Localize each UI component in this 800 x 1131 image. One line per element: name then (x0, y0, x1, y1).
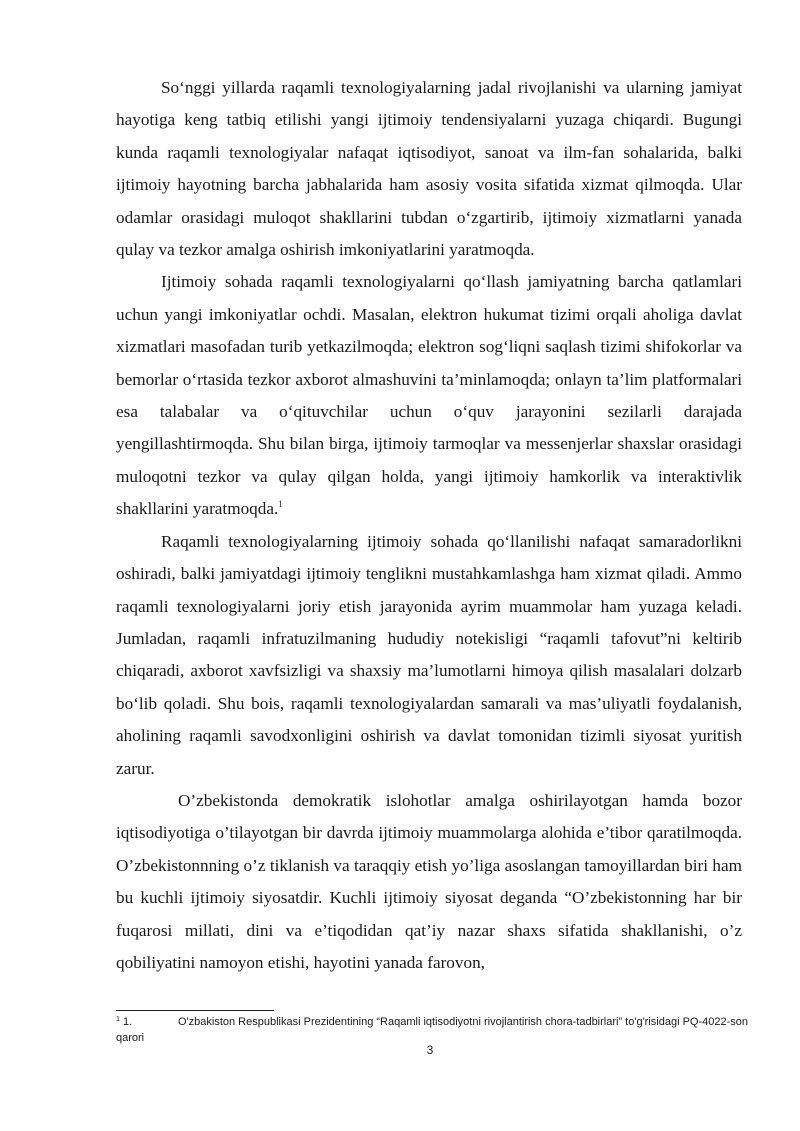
footnote-index: 1. (122, 1016, 133, 1028)
paragraph-1: So‘nggi yillarda raqamli texnologiyalarning jadal rivojlanishi va ularning jamiyat hayotiga keng tatbiq etilishi yangi ijtimoiy tendensiyalarni yuzaga chiqardi. Bugungi kunda raqamli texnologiyalar nafaqat iqtisodiyot, sanoat va ilm-fan sohalarida, balki ijtimoiy hayotning barcha jabhalarida ham asosiy vosita sifatida xizmat qilmoqda. Ular odamlar orasidagi muloqot shakllarini tubdan o‘zgartirib, ijtimoiy xizmatlarni yanada qulay va tezkor amalga oshirish imkoniyatlarini yaratmoqda. (116, 78, 742, 260)
footnote-number (116, 1014, 178, 1030)
footnote-text: O'zbakiston Respublikasi Prezidentining “Raqamli iqtisodiyotni rivojlantirish chora-tadbirlari” to'g'risidagi PQ-4022-son qarori (116, 1016, 749, 1044)
paragraph-3: Raqamli texnologiyalarning ijtimoiy sohada qo‘llanilishi nafaqat samaradorlikni oshiradi, balki jamiyatdagi ijtimoiy tenglikni mustahkamlashga ham xizmat qiladi. Ammo raqamli texnologiyalarni joriy etish jarayonida ayrim muammolar ham yuzaga keladi. Jumladan, raqamli infratuzilmaning hududiy notekisligi “raqamli tafovut”ni keltirib chiqaradi, axborot xavfsizligi va shaxsiy ma’lumotlarni himoya qilish masalalari dolzarb bo‘lib qoladi. Shu bois, raqamli texnologiyalardan samarali va mas’uliyatli foydalanish, aholining raqamli savodxonligini oshirish va davlat tomonidan tizimli siyosat yuritish zarur. (116, 531, 742, 778)
paragraph-4: O’zbekistonda demokratik islohotlar amalga oshirilayotgan hamda bozor iqtisodiyotiga o’tilayotgan bir davrda ijtimoiy muammolarga alohida e’tibor qaratilmoqda. O’zbekistonnning o’z tiklanish va taraqqiy etish yo’liga asoslangan tamoyillardan biri ham bu kuchli ijtimoiy siyosatdir. Kuchli ijtimoiy siyosat deganda “O’zbekistonning har bir fuqarosi millati, dini va e’tiqodidan qat’iy nazar shaxs sifatida shakllanishi, o’z qobiliyatini namoyon etishi, hayotini yanada farovon, (116, 790, 742, 972)
body-text (116, 72, 742, 979)
paragraph-2 (116, 266, 742, 525)
page-number: 3 (426, 1043, 434, 1057)
footnote-separator (116, 1010, 274, 1011)
paragraph-2-text: Ijtimoiy sohada raqamli texnologiyalarni qo‘llash jamiyatning barcha qatlamlari uchun yangi imkoniyatlar ochdi. Masalan, elektron hukumat tizimi orqali aholiga davlat xizmatlari masofadan turib yetkazilmoqda; elektron sog‘liqni saqlash tizimi shifokorlar va bemorlar o‘rtasida tezkor axborot almashuvini ta’minlamoqda; onlayn ta’lim platformalari esa talabalar va o‘qituvchilar uchun o‘quv jarayonini sezilarli darajada yengillashtirmoqda. Shu bilan birga, ijtimoiy tarmoqlar va messenjerlar shaxslar orasidagi muloqotni tezkor va qulay qilgan holda, yangi ijtimoiy hamkorlik va interaktivlik shakllarini yaratmoqda. (116, 272, 742, 519)
footnote-reference[interactable]: 1 (278, 499, 283, 510)
footnote (116, 1014, 756, 1046)
footnote-marker: 1 (116, 1016, 120, 1023)
